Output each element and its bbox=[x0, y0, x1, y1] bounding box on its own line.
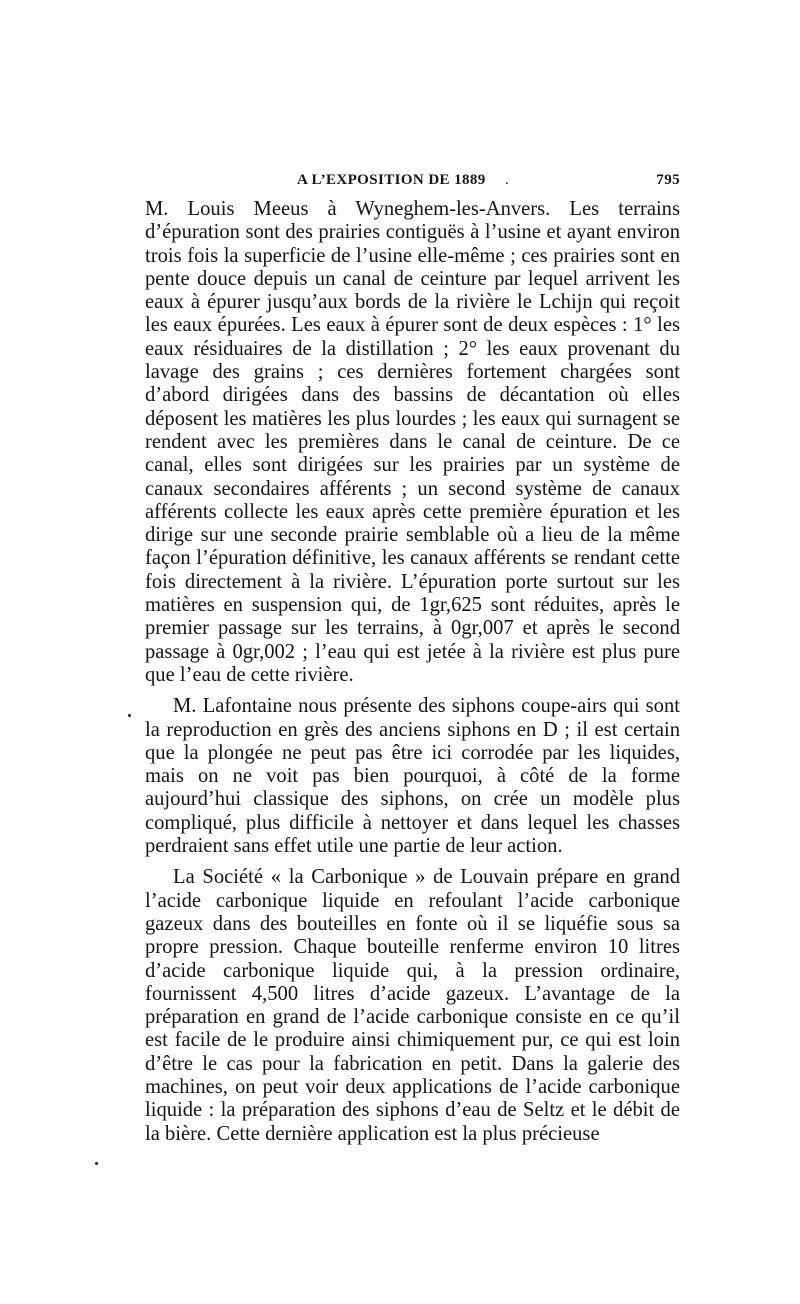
scan-speck bbox=[95, 1162, 98, 1165]
scan-speck bbox=[128, 714, 131, 717]
running-title: A L’EXPOSITION DE 1889 bbox=[297, 172, 486, 188]
body-text bbox=[145, 198, 680, 1146]
page-number: 795 bbox=[656, 172, 680, 188]
header-separator: . bbox=[505, 172, 510, 188]
running-head bbox=[145, 172, 680, 194]
paragraph-carbonique: La Société « la Carbonique » de Louvain prépare en grand l’acide carbonique liquide en refoulant l’acide carbonique gazeux dans des bouteilles en fonte où il se liquéfie sous sa propre pression. Chaque bouteille renferme environ 10 litres d’acide carbonique liquide qui, à la pression ordinaire, fournissent 4,500 litres d’acide gazeux. L’avantage de la préparation en grand de l’acide carbonique consiste en ce qu’il est facile de le produire ainsi chimiquement pur, ce qui est loin d’être le cas pour la fabrication en petit. Dans la galerie des machines, on peut voir deux applications de l’acide carbonique liquide : la préparation des siphons d’eau de Seltz et le débit de la bière. Cette dernière application est la plus précieuse bbox=[145, 866, 680, 1145]
paragraph-lafontaine: M. Lafontaine nous présente des siphons coupe-airs qui sont la reproduction en grès des anciens siphons en D ; il est certain que la plongée ne peut pas être ici corrodée par les liquides, mais on ne voit pas bien pourquoi, à côté de la forme aujourd’hui classique des siphons, on crée un modèle plus compliqué, plus difficile à nettoyer et dans lequel les chasses perdraient sans effet utile une partie de leur action. bbox=[145, 695, 680, 858]
paragraph-meeus: M. Louis Meeus à Wyneghem-les-Anvers. Les terrains d’épuration sont des prairies contiguës à l’usine et ayant environ trois fois la superficie de l’usine elle-même ; ces prairies sont en pente douce depuis un canal de ceinture par lequel arrivent les eaux à épurer jusqu’aux bords de la rivière le Lchijn qui reçoit les eaux épurées. Les eaux à épurer sont de deux espèces : 1° les eaux résiduaires de la distillation ; 2° les eaux provenant du lavage des grains ; ces dernières fortement chargées sont d’abord dirigées dans des bassins de décantation où elles déposent les matières les plus lourdes ; les eaux qui surnagent se rendent avec les premières dans le canal de ceinture. De ce canal, elles sont dirigées sur les prairies par un système de canaux secondaires afférents ; un second système de canaux afférents collecte les eaux après cette première épuration et les dirige sur une seconde prairie semblable où a lieu de la même façon l’épuration définitive, les canaux afférents se rendant cette fois directement à la rivière. L’épuration porte surtout sur les matières en suspension qui, de 1gr,625 sont réduites, après le premier passage sur les terrains, à 0gr,007 et après le second passage à 0gr,002 ; l’eau qui est jetée à la rivière est plus pure que l’eau de cette rivière. bbox=[145, 198, 680, 686]
